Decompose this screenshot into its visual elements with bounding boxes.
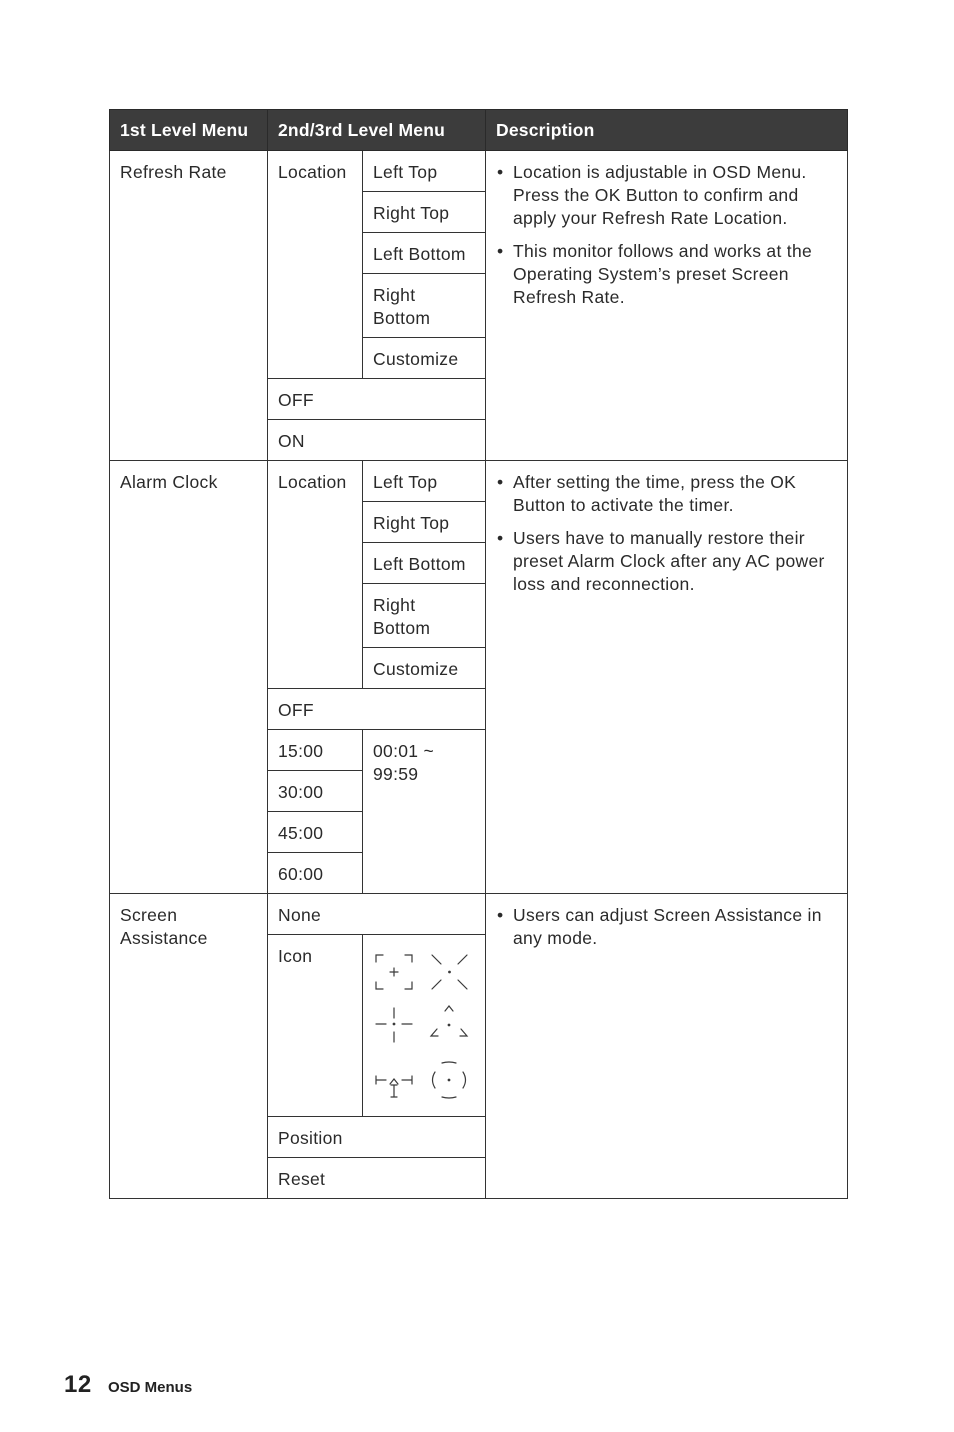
screen-assistance-desc-item: • Users can adjust Screen Assistance in any mode. xyxy=(496,904,837,950)
refresh-rate-on: ON xyxy=(268,420,486,461)
alarm-clock-time-60: 60:00 xyxy=(268,853,363,894)
corner-crosshair-icon xyxy=(376,955,412,989)
alarm-clock-location-left-top: Left Top xyxy=(363,461,486,502)
alarm-clock-time-45: 45:00 xyxy=(268,812,363,853)
screen-assistance-position: Position xyxy=(268,1117,486,1158)
osd-menu-table xyxy=(109,109,848,1199)
alarm-clock-time-30: 30:00 xyxy=(268,771,363,812)
screen-assistance-reset: Reset xyxy=(268,1158,486,1199)
screen-assistance-description xyxy=(486,894,848,1199)
alarm-clock-time-range: 00:01 ~ 99:59 xyxy=(363,730,486,894)
alarm-clock-location-label: Location xyxy=(268,461,363,689)
header-2nd-3rd-level-menu: 2nd/3rd Level Menu xyxy=(268,110,486,151)
alarm-clock-location-right-top: Right Top xyxy=(363,502,486,543)
alarm-clock-description xyxy=(486,461,848,894)
alarm-clock-time-15: 15:00 xyxy=(268,730,363,771)
alarm-clock-desc-item: • After setting the time, press the OK Button to activate the timer. xyxy=(496,471,837,517)
screen-assistance-icon-cell xyxy=(363,935,486,1117)
refresh-rate-desc-item: • This monitor follows and works at the Operating System’s preset Screen Refresh Rate. xyxy=(496,240,837,309)
refresh-rate-location-left-bottom: Left Bottom xyxy=(363,233,486,274)
alarm-clock-location-right-bottom: Right Bottom xyxy=(363,584,486,648)
screen-assistance-none: None xyxy=(268,894,486,935)
menu-refresh-rate: Refresh Rate xyxy=(110,151,268,461)
refresh-rate-location-customize: Customize xyxy=(363,338,486,379)
refresh-rate-location-label: Location xyxy=(268,151,363,379)
refresh-rate-location-left-top: Left Top xyxy=(363,151,486,192)
header-1st-level-menu: 1st Level Menu xyxy=(110,110,268,151)
page-number: 12 xyxy=(64,1371,92,1398)
refresh-rate-off: OFF xyxy=(268,379,486,420)
alarm-clock-desc-item: • Users have to manually restore their preset Alarm Clock after any AC power loss and reconnection. xyxy=(496,527,837,596)
triangle-crosshair-icon xyxy=(431,1006,467,1036)
x-crosshair-icon xyxy=(432,955,467,989)
alarm-clock-off: OFF xyxy=(268,689,486,730)
header-description: Description xyxy=(486,110,848,151)
alarm-clock-location-customize: Customize xyxy=(363,648,486,689)
arrow-crosshair-icon xyxy=(376,1076,412,1097)
circle-crosshair-icon xyxy=(433,1062,466,1098)
alarm-clock-location-left-bottom: Left Bottom xyxy=(363,543,486,584)
menu-screen-assistance: Screen Assistance xyxy=(110,894,268,1199)
refresh-rate-location-right-bottom: Right Bottom xyxy=(363,274,486,338)
menu-alarm-clock: Alarm Clock xyxy=(110,461,268,894)
screen-assistance-icon-label: Icon xyxy=(268,935,363,1117)
section-title: OSD Menus xyxy=(108,1379,193,1396)
refresh-rate-description xyxy=(486,151,848,461)
plus-crosshair-icon xyxy=(376,1008,412,1042)
refresh-rate-location-right-top: Right Top xyxy=(363,192,486,233)
refresh-rate-desc-item: • Location is adjustable in OSD Menu. Press the OK Button to confirm and apply your Refresh Rate Location. xyxy=(496,161,837,230)
